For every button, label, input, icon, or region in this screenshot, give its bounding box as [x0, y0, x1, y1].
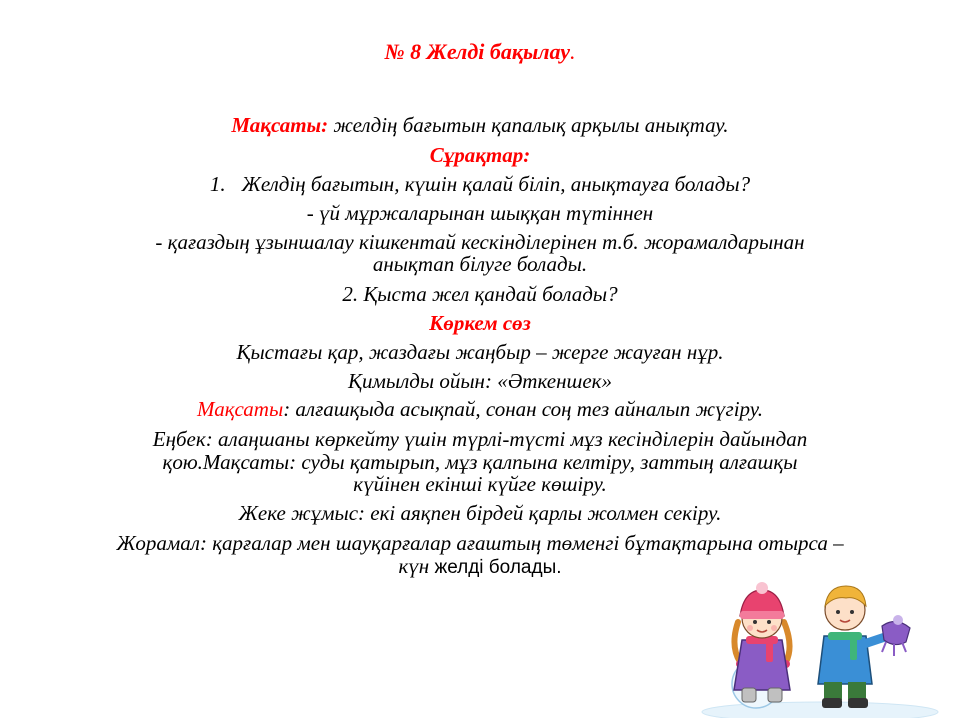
answer-2-line-1: - қағаздың ұзыншалау кішкентай кескінділерінен т.б. жорамалдарынан: [155, 230, 805, 254]
work-line-2: қою.Мақсаты: суды қатырып, мұз қалпына келтіру, заттың алғашқы: [162, 450, 798, 474]
art-word-text: Қыстағы қар, жаздағы жаңбыр – жерге жауған нұр.: [236, 340, 724, 364]
individual-work: Жеке жұмыс: екі аяқпен бірдей қарлы жолмен секіру.: [238, 501, 722, 525]
art-word-heading: Көркем сөз: [429, 311, 531, 335]
work-line-3: күйінен екінші күйге көшіру.: [353, 472, 607, 496]
title-dot: .: [570, 39, 576, 64]
question-1: [40, 173, 920, 196]
title-text: Желді бақылау: [426, 39, 571, 64]
game-line: Қимылды ойын: «Әткеншек»: [348, 369, 612, 393]
sign-line-2-plain: желді болады.: [434, 557, 562, 578]
slide-title: [40, 40, 920, 63]
title-number: № 8: [384, 39, 422, 64]
goal-label: Мақсаты:: [231, 113, 329, 137]
question-2: 2. Қыста жел қандай болады?: [342, 282, 618, 306]
question-1-text: Желдің бағытын, күшін қалай біліп, анықтауға болады?: [241, 172, 751, 196]
goal-line: [40, 114, 920, 137]
questions-heading: Сұрақтар:: [429, 143, 531, 167]
answer-1: - үй мұржаларынан шыққан түтіннен: [306, 201, 654, 225]
question-1-number: 1.: [209, 172, 226, 196]
children-winter-illustration: [700, 566, 940, 718]
game-goal-line: [40, 398, 920, 421]
boy-figure: [818, 586, 910, 708]
work-line-1: Еңбек: алаңшаны көркейту үшін түрлі-түсті мұз кесінділерін дайындап: [152, 427, 808, 451]
girl-figure: [734, 582, 790, 702]
sign-line-2-italic: күн: [398, 554, 435, 578]
game-goal-label: Мақсаты: [197, 397, 284, 421]
goal-text: желдің бағытын қапалық арқылы анықтау.: [328, 113, 729, 137]
answer-2-line-2: анықтап білуге болады.: [372, 252, 588, 276]
game-goal-text: : алғашқыда асықпай, сонан соң тез айналып жүгіру.: [283, 397, 763, 421]
sign-line-1: Жорамал: қарғалар мен шауқарғалар ағаштың төменгі бұтақтарына отырса –: [116, 531, 844, 555]
